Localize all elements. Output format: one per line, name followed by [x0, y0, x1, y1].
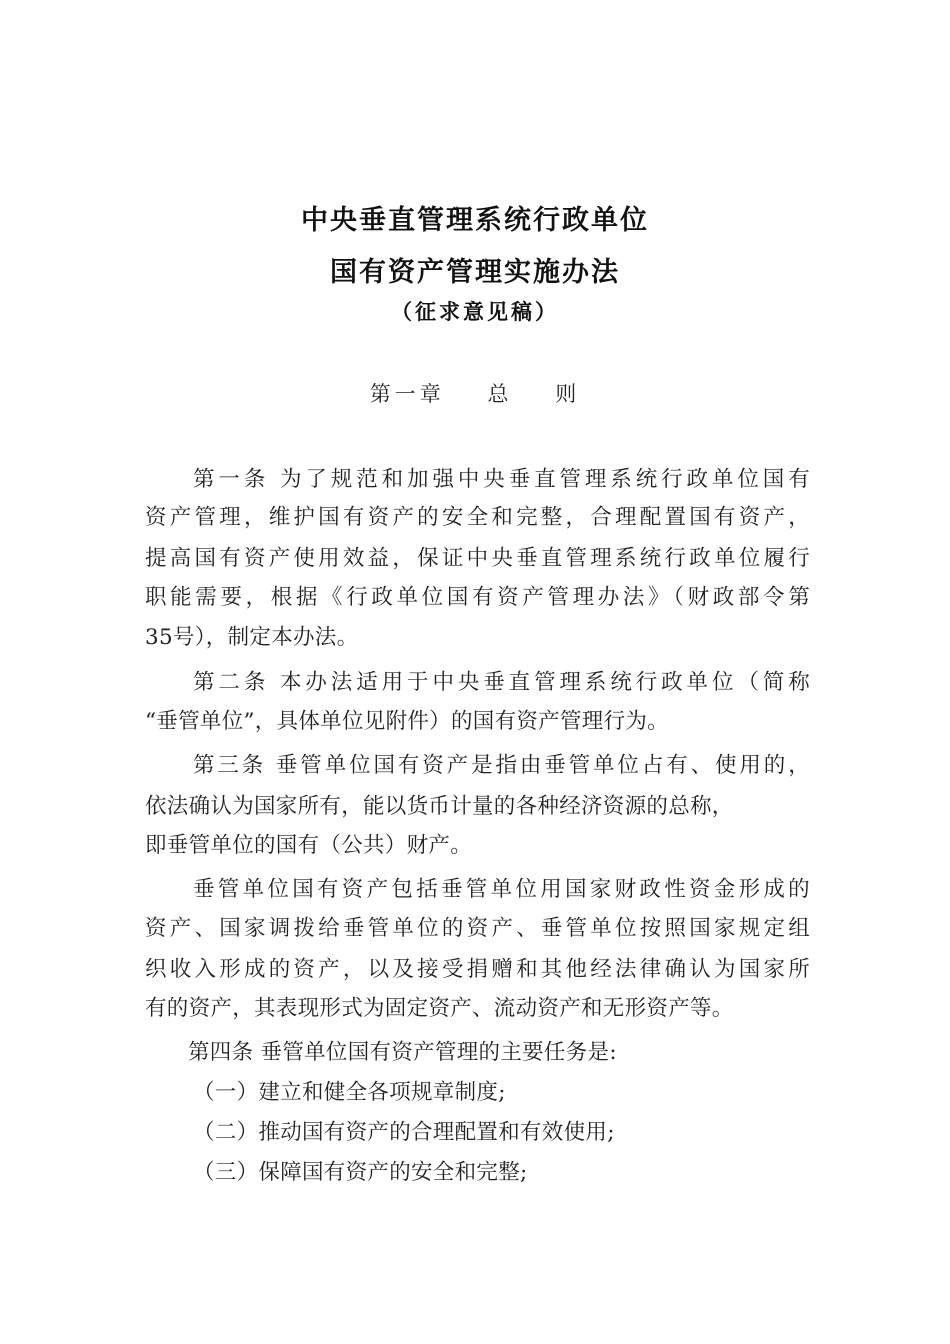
chapter-heading: 第一章 总 则: [369, 382, 581, 406]
article-4-item: （三）保障国有资产的安全和完整;: [193, 1160, 528, 1185]
article-3-paragraph-line: 垂管单位国有资产包括垂管单位用国家财政性资金形成的: [193, 877, 810, 902]
document-title-line-1: 中央垂直管理系统行政单位: [301, 205, 649, 236]
article-2-line: “垂管单位”，具体单位见附件）的国有资产管理行为。: [145, 709, 669, 734]
article-1-line: 资产管理，维护国有资产的安全和完整，合理配置国有资产，: [145, 505, 810, 530]
article-3-paragraph-line: 资产、国家调拨给垂管单位的资产、垂管单位按照国家规定组: [145, 916, 810, 941]
article-4-item: （二）推动国有资产的合理配置和有效使用;: [193, 1120, 615, 1145]
article-1-line: 职能需要，根据《行政单位国有资产管理办法》（财政部令第: [145, 585, 810, 610]
document-subtitle: （征求意见稿）: [391, 300, 559, 324]
article-3-paragraph-line: 织收入形成的资产，以及接受捐赠和其他经法律确认为国家所: [145, 957, 810, 982]
article-3-line: 依法确认为国家所有，能以货币计量的各种经济资源的总称，: [145, 794, 734, 819]
article-1-line: 35号），制定本办法。: [145, 625, 359, 650]
article-1-line: 提高国有资产使用效益，保证中央垂直管理系统行政单位履行: [145, 546, 810, 571]
article-3-line: 即垂管单位的国有（公共）财产。: [145, 833, 473, 858]
document-title-line-2: 国有资产管理实施办法: [330, 257, 620, 288]
article-3-paragraph-line: 有的资产，其表现形式为固定资产、流动资产和无形资产等。: [145, 996, 734, 1021]
article-3-line: 第三条 垂管单位国有资产是指由垂管单位占有、使用的，: [193, 753, 810, 778]
article-4-item: （一）建立和健全各项规章制度;: [193, 1080, 506, 1105]
article-4-line: 第四条 垂管单位国有资产管理的主要任务是:: [188, 1040, 617, 1065]
article-2-line: 第二条 本办法适用于中央垂直管理系统行政单位（简称: [193, 670, 810, 695]
article-1-line: 第一条 为了规范和加强中央垂直管理系统行政单位国有: [193, 467, 810, 492]
